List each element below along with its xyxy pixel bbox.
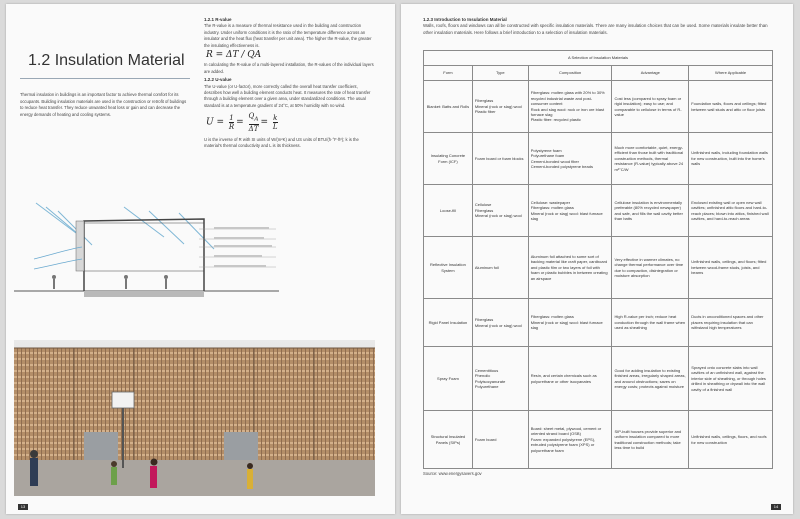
table-cell-applicable: Enclosed existing wall or open new wall cavities; unfinished attic floors and hard-to-reach places; blown into attics, finished wall cavities, and hard-to-reach areas — [689, 185, 773, 237]
u-value-text: The U-value (or U-factor), more correctly called the overall heat transfer coefficient, describes how well a building element conducts heat. It measures the rate of heat transfer through a building element over a given area, under standardized conditions. The usual standard is at a temperature gradient of 24°C, at 50% humidity with no wind. — [204, 83, 371, 108]
table-cell-type: Aluminum foil — [472, 237, 528, 299]
table-cell-composition: Board: sheet metal, plywood, cement or oriented strand board (OSB) Foam: expanded polystyrene (EPS), extruded polystyrene foam (XPS) or polyurethane foam — [528, 411, 612, 469]
u-units-text: U is the inverse of R with SI units of W/(m²K) and US units of BTU/(h·°F·ft²); k is the material's thermal conductivity and L is its thickness. — [204, 136, 359, 149]
header-type: Type — [472, 66, 528, 81]
table-cell-form: Spray Foam — [424, 347, 473, 411]
table-row — [424, 411, 773, 469]
table-row — [424, 81, 773, 133]
table-cell-advantage: Cost less (compared to spray foam or rigid insulation); easy to use; and comparable to cellulose in terms of R-value — [612, 81, 689, 133]
table-row — [424, 237, 773, 299]
table-cell-type: Cementitious Phenolic Polyisocyanurate Polyurethane — [472, 347, 528, 411]
table-cell-composition: Aluminum foil attached to some sort of backing material like craft paper, cardboard and plastic film or two layers of foil with foam or plastic bubbles in between creating an airspace — [528, 237, 612, 299]
left-page — [6, 4, 395, 514]
table-cell-form: Structural Insulated Panels (SIPs) — [424, 411, 473, 469]
r-value-formula: R = ΔT / QA — [206, 50, 262, 61]
intro-paragraph: Thermal insulation in buildings is an important factor to achieve thermal comfort for its occupants. Building insulation materials are used in the construction or retrofit of buildings to reduce heat transfer. They reduce unwanted heat loss or gain and can decrease the energy demands of heating and cooling systems. — [20, 92, 187, 117]
table-cell-applicable: Unfinished walls, including foundation walls for new construction, built into the home's walls — [689, 133, 773, 185]
table-cell-type: Foam board — [472, 411, 528, 469]
table-cell-applicable: Unfinished walls, ceilings, and floors; fitted between wood-frame studs, joists, and beams — [689, 237, 773, 299]
table-cell-type: Foam board or foam blocks — [472, 133, 528, 185]
page-number-left: 13 — [18, 504, 28, 510]
table-cell-applicable: Unfinished walls, ceilings, floors, and roofs for new construction — [689, 411, 773, 469]
r-u-value-column — [204, 17, 376, 151]
table-cell-composition: Fiberglass: molten glass with 20% to 30% recycled industrial waste and post-consumer content Rock and slag wool: rock or iron ore blast furnace slag Plastic fiber: recycled plastic — [528, 81, 612, 133]
table-row — [424, 299, 773, 347]
table-cell-composition: Polystyrene foam Polyurethane foam Cement-bonded wood fiber Cement-bonded polystyrene beads — [528, 133, 612, 185]
table-cell-form: Rigid Panel Insulation — [424, 299, 473, 347]
table-cell-advantage: Much more comfortable, quiet, energy-efficient than those built with traditional construction methods, thermal resistance (R-value) typically above 24 m²°C/W — [612, 133, 689, 185]
table-cell-composition: Cellulose: wastepaper Fiberglass: molten glass Mineral (rock or slag) wool: blast furnace slag — [528, 185, 612, 237]
table-cell-type: Fiberglass Mineral (rock or slag) wool — [472, 299, 528, 347]
table-cell-advantage: Very effective in warmer climates, no change thermal performance over time due to compaction, disintegration or moisture absorption — [612, 237, 689, 299]
section-title: 1.2 Insulation Material — [28, 52, 185, 69]
table-cell-form: Insulating Concrete Form (ICF) — [424, 133, 473, 185]
intro-text: Walls, roofs, floors and windows can all be constructed with specific insulation materials. There are many insulation choices that can be used. Some materials insulate better than other insulation materials. Here follows a brief introduction to a selection of insulation materials. — [423, 23, 768, 35]
header-form: Form — [424, 66, 473, 81]
table-cell-advantage: Good for adding insulation to existing finished areas, irregularly shaped areas, and around obstructions; saves on energy costs; protects against moisture — [612, 347, 689, 411]
source-note: Source: www.energysavers.gov — [423, 471, 482, 476]
intro-block — [423, 17, 773, 36]
u-value-formula: U = $\frac{1}{R}$ = $\frac{Q_A}{\Delta T}$ = $\frac{k}{L}$ — [206, 112, 278, 133]
r-value-text: The R-value is a measure of thermal resistance used in the building and construction industry. Under uniform conditions it is the ratio of the temperature difference across an insulator and the heat flux (heat transfer per unit area). The higher the R-value, the greater the insulating effectiveness is. — [204, 23, 372, 48]
title-divider — [20, 78, 190, 79]
building-section-diagram — [14, 199, 384, 304]
table-cell-type: Fiberglass Mineral (rock or slag) wool Plastic fiber — [472, 81, 528, 133]
table-row — [424, 133, 773, 185]
header-applicable: Where Applicable — [689, 66, 773, 81]
intro-heading: 1.2.3 Introduction to Insulation Material — [423, 17, 507, 22]
table-cell-form: Loose-fill — [424, 185, 473, 237]
page-number-right: 14 — [771, 504, 781, 510]
table-cell-applicable: Foundation walls, floors and ceilings; fitted between wall studs and attic or floor joists — [689, 81, 773, 133]
right-page — [401, 4, 793, 514]
table-cell-type: Cellulose Fiberglass Mineral (rock or slag) wool — [472, 185, 528, 237]
table-cell-composition: Resin, and certain chemicals such as polyurethane or other isocyanates — [528, 347, 612, 411]
facade-photo — [14, 340, 375, 496]
table-cell-applicable: Sprayed onto concrete slabs into wall cavities of an unfinished wall, against the interior side of sheathing, or through holes drilled in sheathing or drywall into the wall cavity of a finished wall — [689, 347, 773, 411]
table-cell-advantage: High R-value per inch; reduce heat conduction through the wall frame when used as sheathing — [612, 299, 689, 347]
header-advantage: Advantage — [612, 66, 689, 81]
table-cell-form: Reflective Insulation System — [424, 237, 473, 299]
r-layers-text: In calculating the R-value of a multi-layered installation, the R-values of the individual layers are added. — [204, 62, 374, 74]
table-caption: A Selection of Insulation Materials — [424, 51, 773, 66]
table-cell-advantage: Cellulose insulation is environmentally preferable (80% recycled newspaper) and safe, and fills the wall cavity better than batts — [612, 185, 689, 237]
table-cell-advantage: SIP-built houses provide superior and uniform insulation compared to more traditional construction methods; take less time to build — [612, 411, 689, 469]
r-value-heading: 1.2.1 R-value — [204, 17, 232, 22]
header-composition: Composition — [528, 66, 612, 81]
insulation-table — [423, 50, 773, 469]
table-cell-applicable: Ducts in unconditioned spaces and other places requiring insulation that can withstand high temperatures — [689, 299, 773, 347]
table-row — [424, 347, 773, 411]
table-cell-form: Blanket: Batts and Rolls — [424, 81, 473, 133]
table-row — [424, 185, 773, 237]
table-cell-composition: Fiberglass: molten glass Mineral (rock or slag) wool: blast furnace slag — [528, 299, 612, 347]
u-value-heading: 1.2.2 U-value — [204, 77, 232, 83]
